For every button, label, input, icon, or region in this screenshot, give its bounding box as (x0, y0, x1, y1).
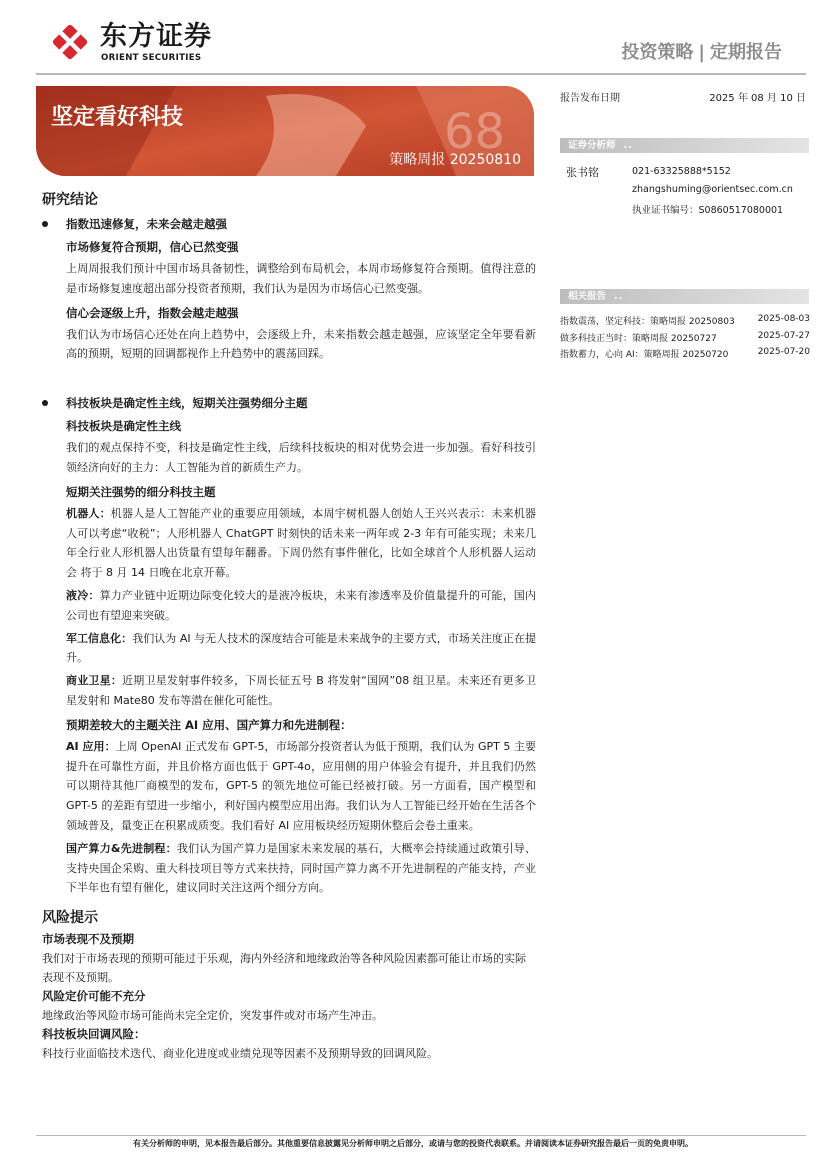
risk-title: 风险提示 (42, 910, 98, 927)
risk-heading: 科技板块回调风险： (42, 1027, 146, 1042)
bullet-heading-text: 指数迅速修复，未来会越走越强 (66, 217, 227, 231)
bullet-heading (42, 391, 536, 415)
related-report-date: 2025-07-27 (757, 330, 810, 341)
subheading: 预期差较大的主题关注 AI 应用、国产算力和先进制程： (66, 717, 352, 732)
bullet-dot-icon (42, 221, 48, 227)
paragraph-satellite (42, 671, 536, 711)
theme-text: 上周 OpenAI 正式发布 GPT-5，市场部分投资者认为低于预期，我们认为 GPT 5 主要提升在可靠性方面，并且价格方面也低于 GPT-4o，应用侧的用户体验会有提升，并且我们仍然可以期待其他厂商模型的发布，GPT-5 的领先地位可能已经被打破。另一方面看，国产模型和 GPT-5 的差距有望进一步缩小，利好国内模型应用出海。我们认为人工智能已经开始在生活各个领域普及，量变正在积累成质变。我们看好 AI 应用板块经历短期休整后会卷土重来。 (66, 739, 536, 832)
paragraph-liquid-cooling (42, 586, 536, 626)
orient-securities-logo-icon (50, 22, 90, 62)
risk-heading: 市场表现不及预期 (42, 932, 134, 947)
paragraph-robot (42, 504, 536, 583)
related-section-title: 相关报告 (568, 291, 607, 302)
spacer (42, 367, 536, 391)
dots-decoration-icon: .. (623, 140, 633, 151)
risk-heading: 风险定价可能不充分 (42, 989, 146, 1004)
theme-label: 商业卫星： (66, 674, 123, 688)
related-report-item[interactable] (560, 347, 810, 364)
title-banner (36, 86, 534, 176)
paragraph: 上周周报我们预计中国市场具备韧性，调整给到布局机会，本周市场修复符合预期。值得注意的是市场修复速度超出部分投资者预期，我们认为是因为市场信心已然变强。 (66, 262, 536, 295)
conclusion-title: 研究结论 (42, 192, 98, 208)
brand-name-en: ORIENT SECURITIES (101, 53, 202, 63)
category-periodic: 定期报告 (710, 42, 782, 63)
related-report-item[interactable] (560, 331, 810, 348)
category-strategy: 投资策略 (621, 42, 694, 63)
related-report-date: 2025-08-03 (757, 314, 810, 324)
theme-label: 国产算力&先进制程： (66, 841, 177, 855)
related-report-title[interactable]: 做多科技正当时：策略周报 20250727 (560, 333, 717, 344)
risk-text: 我们对于市场表现的预期可能过于乐观，海内外经济和地缘政治等各种风险因素都可能让市场的实际表现不及预期。 (42, 952, 526, 985)
svg-text:68: 68 (444, 104, 506, 160)
paragraph-compute (42, 839, 536, 898)
subheading: 信心会逐级上升，指数会越走越强 (66, 305, 239, 320)
related-report-title[interactable]: 指数震荡，坚定科技：策略周报 20250803 (560, 317, 735, 327)
theme-text: 我们认为 AI 与无人技术的深度结合可能是未来战争的主要方式，市场关注度正在提升。 (66, 631, 537, 665)
category-separator: | (698, 42, 705, 63)
analyst-email[interactable]: zhangshuming@orientsec.com.cn (632, 184, 793, 195)
footer-divider (36, 1135, 806, 1136)
analyst-phone: 021-63325888*5152 (632, 166, 731, 177)
theme-text: 算力产业链中近期边际变化较大的是液冷板块，未来有渗透率及价值量提升的可能，国内公司也有望迎来突破。 (66, 588, 537, 622)
footer-disclaimer: 有关分析师的申明，见本报告最后部分。其他重要信息披露见分析师申明之后部分，或请与您的投资代表联系。并请阅读本证券研究报告最后一页的免责申明。 (133, 1139, 693, 1148)
analyst-section-bar (560, 138, 809, 153)
theme-text: 我们认为国产算力是国家未来发展的基石，大概率会持续通过政策引导、支持央国企采购、重大科技项目等方式来扶持，同时国产算力离不开先进制程的产能支持，产业下半年也有望有催化，建议同时关注这两个细分方向。 (66, 841, 537, 895)
theme-label: 机器人： (66, 506, 111, 520)
related-report-item[interactable] (560, 314, 810, 331)
report-subtitle: 策略周报 20250810 (389, 152, 521, 168)
report-date-label: 报告发布日期 (560, 93, 620, 104)
paragraph-military-it (42, 629, 536, 669)
bullet-heading-text: 科技板块是确定性主线，短期关注强势细分主题 (66, 396, 308, 411)
document-category (621, 38, 782, 64)
dots-decoration-icon: .. (614, 291, 624, 302)
theme-label: AI 应用： (66, 739, 116, 753)
main-content (42, 188, 536, 1063)
theme-text: 机器人是人工智能产业的重要应用领域，本周宇树机器人创始人王兴兴表示：未来机器人可以考虑“收税”；人形机器人 ChatGPT 时刻快的话未来一两年或 2-3 年有可能实现；未来几年全行业人形机器人出货量有望每年翻番。下周仍然有事件催化，比如全球首个人形机器人运动会 将于 8 月 14 日晚在北京开幕。 (66, 506, 536, 580)
analyst-name: 张书铭 (566, 166, 599, 179)
related-reports-list (560, 314, 810, 364)
paragraph: 我们的观点保持不变，科技是确定性主线，后续科技板块的相对优势会进一步加强。看好科技引领经济向好的主力：人工智能为首的新质生产力。 (66, 441, 536, 474)
brand-name-cn: 东方证券 (100, 21, 212, 52)
related-report-title[interactable]: 指数蓄力，心向 AI：策略周报 20250720 (560, 350, 729, 360)
theme-label: 液冷： (66, 588, 100, 602)
report-date-row (560, 89, 806, 104)
theme-text: 近期卫星发射事件较多，下周长征五号 B 将发射“国网”08 组卫星。未来还有更多卫星发射和 Mate80 发布等潜在催化可能性。 (66, 674, 536, 707)
paragraph: 我们认为市场信心还处在向上趋势中，会逐级上升，未来指数会越走越强，应该坚定全年要看新高的预期，短期的回调都视作上升趋势中的震荡回踩。 (66, 327, 536, 361)
analyst-section-title: 证券分析师 (568, 140, 616, 151)
related-section-bar (560, 289, 809, 304)
risk-text: 地缘政治等风险市场可能尚未完全定价，突发事件或对市场产生冲击。 (42, 1009, 383, 1023)
analyst-license: 执业证书编号：S0860517080001 (632, 205, 784, 216)
report-title: 坚定看好科技 (51, 105, 184, 130)
bullet-heading (42, 212, 536, 236)
paragraph-ai-app (42, 737, 536, 836)
subheading: 科技板块是确定性主线 (66, 419, 181, 434)
related-report-date: 2025-07-20 (757, 347, 810, 357)
theme-label: 军工信息化： (66, 631, 133, 645)
risk-text: 科技行业面临技术迭代、商业化进度或业绩兑现等因素不及预期导致的回调风险。 (42, 1047, 438, 1061)
report-date-value: 2025 年 08 月 10 日 (709, 93, 806, 104)
subheading: 市场修复符合预期，信心已然变强 (66, 240, 239, 254)
bullet-dot-icon (42, 400, 48, 406)
subheading: 短期关注强势的细分科技主题 (66, 484, 216, 499)
header-divider (36, 73, 806, 75)
